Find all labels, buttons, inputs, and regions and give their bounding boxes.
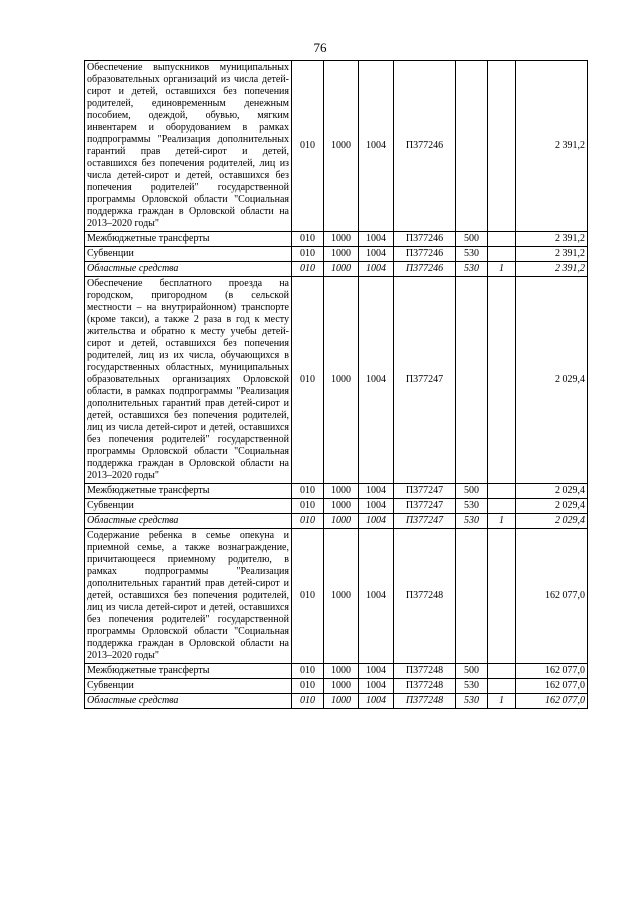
section-code: 1000 [324, 262, 359, 277]
row-name: Межбюджетные трансферты [85, 664, 292, 679]
section-code: 1000 [324, 514, 359, 529]
funding-source-code: 1 [488, 262, 516, 277]
row-name: Областные средства [85, 694, 292, 709]
row-name: Содержание ребенка в семье опекуна и приемной семье, а также вознаграждение, причитающееся приемному родителю, в рамках подпрограммы "Реализация дополнительных гарантий прав детей-сирот и детей, оставшихся без попечения родителей, лиц из числа детей-сирот и детей, оставшихся без попечения родителей" государственной программы Орловской области "Социальная поддержка граждан в Орловской области на 2013–2020 годы" [85, 529, 292, 664]
section-code: 1000 [324, 664, 359, 679]
expense-type-code: 500 [456, 232, 488, 247]
ministry-code: 010 [292, 484, 324, 499]
ministry-code: 010 [292, 679, 324, 694]
funding-source-code [488, 679, 516, 694]
amount: 2 029,4 [516, 514, 588, 529]
funding-source-code [488, 232, 516, 247]
row-name: Обеспечение выпускников муниципальных образовательных организаций из числа детей-сирот и детей, оставшихся без попечения родителей, единовременным денежным пособием, одеждой, обувью, мягким инвентарем и оборудованием в рамках подпрограммы "Реализация дополнительных гарантий прав детей-сирот и детей, оставшихся без попечения родителей, лиц из числа детей-сирот и детей, оставшихся без попечения родителей" государственной программы Орловской области "Социальная поддержка граждан в Орловской области на 2013–2020 годы" [85, 61, 292, 232]
expense-type-code: 530 [456, 694, 488, 709]
budget-table [84, 60, 588, 709]
table-row [85, 484, 588, 499]
funding-source-code [488, 61, 516, 232]
target-article-code: П377247 [394, 277, 456, 484]
subsection-code: 1004 [359, 277, 394, 484]
amount: 2 029,4 [516, 484, 588, 499]
funding-source-code [488, 277, 516, 484]
page-number: 76 [313, 40, 327, 55]
subsection-code: 1004 [359, 484, 394, 499]
target-article-code: П377247 [394, 514, 456, 529]
amount: 2 029,4 [516, 499, 588, 514]
target-article-code: П377248 [394, 664, 456, 679]
ministry-code: 010 [292, 262, 324, 277]
section-code: 1000 [324, 61, 359, 232]
target-article-code: П377248 [394, 679, 456, 694]
row-name: Межбюджетные трансферты [85, 232, 292, 247]
ministry-code: 010 [292, 232, 324, 247]
row-name: Обеспечение бесплатного проезда на городском, пригородном (в сельской местности – на внутрирайонном) транспорте (кроме такси), а также 2 раза в год к месту жительства и обратно к месту учебы детей-сирот и детей, оставшихся без попечения родителей, лиц из их числа, обучающихся в государственных областных, муниципальных образовательных организациях Орловской области, в рамках подпрограммы "Реализация дополнительных гарантий прав детей-сирот и детей, оставшихся без попечения родителей, лиц из числа детей-сирот и детей, оставшихся без попечения родителей" государственной программы Орловской области "Социальная поддержка граждан в Орловской области на 2013–2020 годы" [85, 277, 292, 484]
target-article-code: П377246 [394, 232, 456, 247]
table-row [85, 514, 588, 529]
table-row [85, 664, 588, 679]
subsection-code: 1004 [359, 499, 394, 514]
amount: 162 077,0 [516, 529, 588, 664]
target-article-code: П377248 [394, 529, 456, 664]
expense-type-code: 500 [456, 484, 488, 499]
expense-type-code [456, 61, 488, 232]
table-row [85, 679, 588, 694]
expense-type-code: 530 [456, 514, 488, 529]
ministry-code: 010 [292, 277, 324, 484]
expense-type-code: 530 [456, 262, 488, 277]
section-code: 1000 [324, 679, 359, 694]
subsection-code: 1004 [359, 514, 394, 529]
expense-type-code: 530 [456, 679, 488, 694]
table-row [85, 61, 588, 232]
target-article-code: П377247 [394, 499, 456, 514]
expense-type-code: 530 [456, 247, 488, 262]
row-name: Областные средства [85, 262, 292, 277]
section-code: 1000 [324, 277, 359, 484]
expense-type-code [456, 529, 488, 664]
expense-type-code: 530 [456, 499, 488, 514]
subsection-code: 1004 [359, 664, 394, 679]
amount: 2 029,4 [516, 277, 588, 484]
table-row [85, 262, 588, 277]
ministry-code: 010 [292, 247, 324, 262]
ministry-code: 010 [292, 499, 324, 514]
target-article-code: П377246 [394, 61, 456, 232]
subsection-code: 1004 [359, 232, 394, 247]
ministry-code: 010 [292, 664, 324, 679]
ministry-code: 010 [292, 514, 324, 529]
row-name: Областные средства [85, 514, 292, 529]
funding-source-code [488, 484, 516, 499]
section-code: 1000 [324, 694, 359, 709]
row-name: Субвенции [85, 247, 292, 262]
target-article-code: П377248 [394, 694, 456, 709]
subsection-code: 1004 [359, 529, 394, 664]
amount: 162 077,0 [516, 664, 588, 679]
ministry-code: 010 [292, 61, 324, 232]
table-row [85, 529, 588, 664]
table-row [85, 694, 588, 709]
subsection-code: 1004 [359, 679, 394, 694]
amount: 2 391,2 [516, 61, 588, 232]
funding-source-code [488, 499, 516, 514]
amount: 2 391,2 [516, 262, 588, 277]
ministry-code: 010 [292, 694, 324, 709]
ministry-code: 010 [292, 529, 324, 664]
subsection-code: 1004 [359, 262, 394, 277]
funding-source-code: 1 [488, 694, 516, 709]
target-article-code: П377246 [394, 262, 456, 277]
funding-source-code: 1 [488, 514, 516, 529]
table-row [85, 232, 588, 247]
section-code: 1000 [324, 529, 359, 664]
amount: 162 077,0 [516, 694, 588, 709]
section-code: 1000 [324, 247, 359, 262]
section-code: 1000 [324, 484, 359, 499]
amount: 2 391,2 [516, 247, 588, 262]
target-article-code: П377247 [394, 484, 456, 499]
section-code: 1000 [324, 232, 359, 247]
target-article-code: П377246 [394, 247, 456, 262]
row-name: Межбюджетные трансферты [85, 484, 292, 499]
amount: 162 077,0 [516, 679, 588, 694]
row-name: Субвенции [85, 679, 292, 694]
section-code: 1000 [324, 499, 359, 514]
expense-type-code [456, 277, 488, 484]
subsection-code: 1004 [359, 247, 394, 262]
funding-source-code [488, 529, 516, 664]
row-name: Субвенции [85, 499, 292, 514]
table-row [85, 277, 588, 484]
amount: 2 391,2 [516, 232, 588, 247]
funding-source-code [488, 664, 516, 679]
subsection-code: 1004 [359, 694, 394, 709]
expense-type-code: 500 [456, 664, 488, 679]
funding-source-code [488, 247, 516, 262]
subsection-code: 1004 [359, 61, 394, 232]
table-row [85, 499, 588, 514]
table-row [85, 247, 588, 262]
